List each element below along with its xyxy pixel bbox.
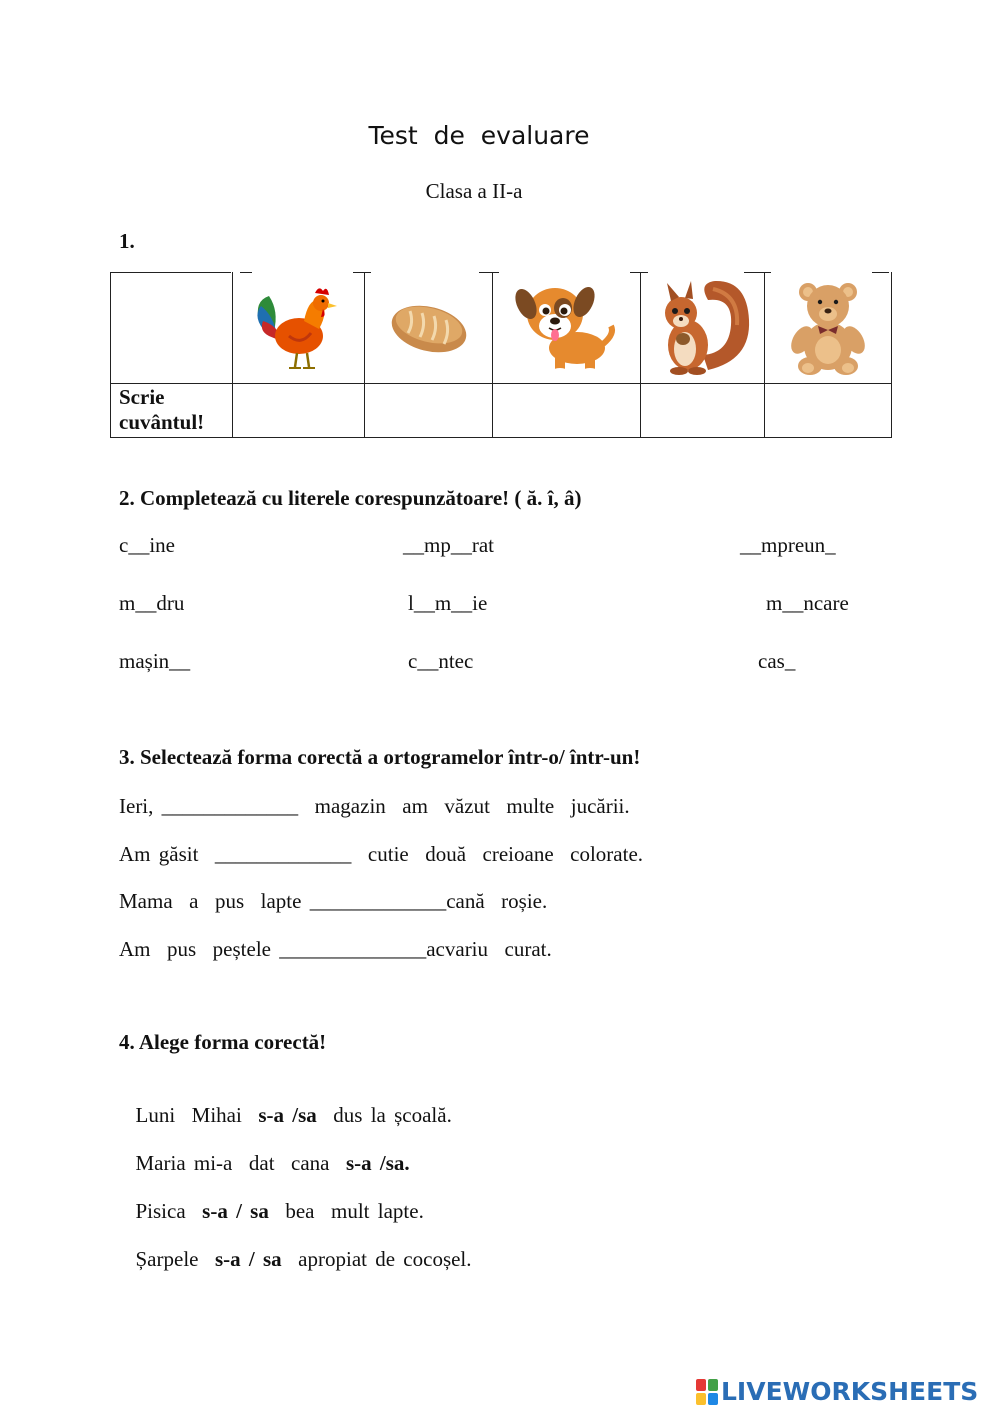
rooster-icon: [249, 281, 349, 373]
write-word-label: Scrie cuvântul!: [111, 383, 233, 437]
choice-sentence: Luni Mihai s-a /sa dus la școală.: [135, 1103, 452, 1127]
choice-option[interactable]: s-a /sa: [258, 1103, 317, 1127]
fill-word[interactable]: __mpreun_: [740, 533, 836, 557]
choice-sentence: Maria mi-a dat cana s-a /sa.: [135, 1151, 410, 1175]
fill-word[interactable]: cas_: [758, 649, 796, 673]
fill-word[interactable]: mașin__: [119, 649, 191, 673]
picture-cell: [493, 272, 641, 383]
fill-word[interactable]: l__m__ie: [408, 591, 488, 615]
liveworksheets-logo-icon: [696, 1379, 718, 1405]
sentence-blank[interactable]: Mama a pus lapte _____________cană roșie.: [119, 889, 548, 913]
choice-option[interactable]: s-a / sa: [202, 1199, 269, 1223]
bread-icon: [388, 297, 470, 357]
fill-word[interactable]: __mp__rat: [403, 533, 494, 557]
answer-cell[interactable]: [365, 383, 493, 437]
sentence-blank[interactable]: Ieri, _____________ magazin am văzut multe jucării.: [119, 794, 630, 818]
exercise-4-heading: 4. Alege forma corectă!: [119, 1030, 327, 1054]
sentence-blank[interactable]: Am găsit _____________ cutie două creioane colorate.: [119, 842, 644, 866]
choice-option[interactable]: s-a / sa: [214, 1247, 282, 1271]
answer-cell[interactable]: [493, 383, 641, 437]
fill-word[interactable]: c__ine: [119, 533, 175, 557]
picture-cell: [641, 272, 765, 383]
picture-words-table: [110, 272, 892, 438]
choice-sentence: Șarpele s-a / sa apropiat de cocoșel.: [135, 1247, 472, 1271]
answer-cell[interactable]: [233, 383, 365, 437]
page-subtitle: Clasa a II-a: [425, 179, 523, 203]
exercise-1-number: 1.: [119, 229, 135, 253]
answer-cell[interactable]: [641, 383, 765, 437]
picture-cell: [765, 272, 892, 383]
choice-sentence: Pisica s-a / sa bea mult lapte.: [135, 1199, 424, 1223]
picture-cell: [233, 272, 365, 383]
fill-word[interactable]: m__dru: [119, 591, 185, 615]
exercise-2-heading: 2. Completează cu literele corespunzătoare! ( ă. î, â): [119, 486, 582, 510]
fill-word[interactable]: c__ntec: [408, 649, 474, 673]
squirrel-icon: [653, 275, 753, 379]
page-title: Test de evaluare: [368, 121, 590, 150]
teddy-bear-icon: [782, 278, 874, 376]
choice-option[interactable]: s-a /sa.: [346, 1151, 410, 1175]
brand-name: LIVEWORKSHEETS: [721, 1377, 979, 1406]
empty-corner-cell: [111, 272, 233, 383]
puppy-icon: [515, 278, 619, 376]
exercise-3-heading: 3. Selectează forma corectă a ortogramelor într-o/ într-un!: [119, 745, 641, 769]
fill-word[interactable]: m__ncare: [766, 591, 849, 615]
liveworksheets-logo: [696, 1377, 978, 1406]
picture-cell: [365, 272, 493, 383]
sentence-blank[interactable]: Am pus peștele ______________acvariu curat.: [119, 937, 552, 961]
answer-cell[interactable]: [765, 383, 892, 437]
